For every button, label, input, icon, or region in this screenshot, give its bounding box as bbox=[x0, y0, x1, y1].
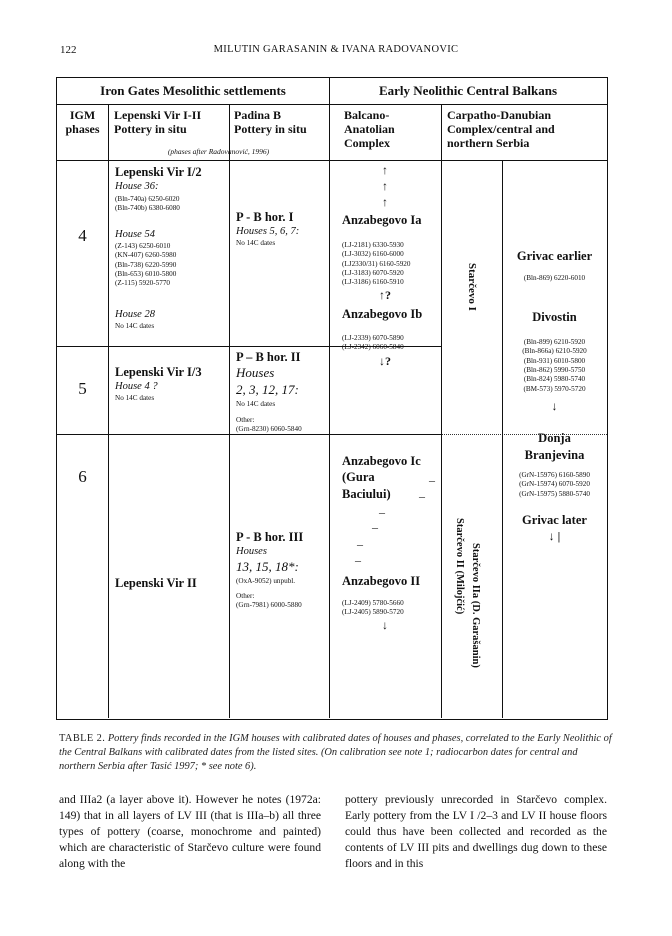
lv-i2-title: Lepenski Vir I/2 bbox=[115, 165, 202, 179]
page-number: 122 bbox=[60, 44, 77, 56]
padina-hor-ii-note: No 14C dates bbox=[236, 400, 276, 408]
dash-4: – bbox=[372, 520, 378, 534]
anzabegovo-ic: Anzabegovo Ic (Gura Baciului) bbox=[342, 454, 421, 501]
dash-6: – bbox=[355, 553, 361, 567]
house-28: House 28 bbox=[115, 309, 155, 320]
lv-ii-title: Lepenski Vir II bbox=[115, 576, 197, 590]
arrow-up-1: ↑ bbox=[382, 163, 388, 177]
arrow-up-3: ↑ bbox=[382, 195, 388, 209]
house-4: House 4 ? bbox=[115, 381, 158, 392]
arrow-up-2: ↑ bbox=[382, 179, 388, 193]
arrow-down-divostin: ↓ bbox=[551, 399, 558, 413]
arrow-up-query: ↑? bbox=[379, 288, 391, 302]
grivac-later-arrows: ↓ | bbox=[548, 529, 561, 543]
house-54-dates: (Z-143) 6250-6010 (KN-407) 6260-5980 (Bln-738) 6220-5990 (Bln-653) 6010-5800 (Z-115) 5920-5770 bbox=[115, 242, 177, 288]
donja-branjevina-dates: (GrN-15976) 6160-5890 (GrN-15974) 6070-5920 (GrN-15975) 5880-5740 bbox=[519, 471, 590, 498]
donja-branjevina: Donja Branjevina bbox=[524, 431, 585, 462]
starcevo-i-label: Starčevo I bbox=[466, 263, 478, 311]
dash-5: – bbox=[357, 537, 363, 551]
padina-hor-iii: P - B hor. III bbox=[236, 530, 304, 544]
phase-4: 4 bbox=[78, 226, 87, 245]
padina-hor-iii-houses: 13, 15, 18*: bbox=[236, 559, 299, 574]
caption-text: Pottery finds recorded in the IGM houses with calibrated dates of houses and phases, correlated to the Early Neolithic of the Central Balkans with calibrated dates from the listed sites. (On calibration see note 1; radiocarbon dates for central and northern Serbia after Tasić 1997; * see note 6). bbox=[59, 733, 612, 773]
body-text-left: and IIIa2 (a layer above it). However he notes (1972a: 149) that in all layers of LV III (that is IIIa–b) all three types of pottery (coarse, monochrome and painted) which are characteristic of Starčevo culture were found along with the bbox=[59, 793, 321, 870]
divostin: Divostin bbox=[532, 310, 577, 324]
anzabegovo-ii: Anzabegovo II bbox=[342, 574, 421, 588]
house-36-dates: (Bln-740a) 6250-6020 (Bln-740b) 6380-6080 bbox=[115, 195, 180, 213]
anzabegovo-ib-dates: (LJ-2339) 6070-5890 (LJ-2342) 6060-5840 bbox=[342, 334, 404, 352]
divostin-dates: (Bln-899) 6210-5920 (Bln-866a) 6210-5920 (Bln-931) 6010-5800 (Bln-862) 5990-5750 (Bln-824) 5980-5740 (BM-573) 5970-5720 bbox=[522, 338, 587, 393]
house-36: House 36: bbox=[115, 181, 159, 192]
padina-hor-ii: P – B hor. II bbox=[236, 350, 301, 364]
padina-hor-i-note: No 14C dates bbox=[236, 239, 276, 247]
house-4-note: No 14C dates bbox=[115, 394, 155, 402]
col-header-lepenski: Lepenski Vir I-II Pottery in situ bbox=[114, 108, 202, 136]
anzabegovo-ii-dates: (LJ-2409) 5780-5660 (LJ-2405) 5890-5720 bbox=[342, 599, 404, 617]
arrow-down-query: ↓? bbox=[379, 354, 391, 368]
grivac-earlier-date: (Bln-869) 6220-6010 bbox=[523, 274, 586, 282]
padina-hor-iii-houses-label: Houses bbox=[236, 546, 267, 557]
starcevo-iia-label: Starčevo IIa (D. Garašanin) bbox=[470, 543, 481, 668]
dash-3: – bbox=[379, 505, 385, 519]
lv-i3-title: Lepenski Vir I/3 bbox=[115, 365, 202, 379]
dash-1: – bbox=[429, 473, 435, 487]
correlation-table bbox=[56, 77, 608, 720]
house-28-note: No 14C dates bbox=[115, 322, 155, 330]
col-header-balcano: Balcano- Anatolian Complex bbox=[344, 108, 395, 150]
padina-hor-i-houses: Houses 5, 6, 7: bbox=[236, 226, 300, 237]
padina-hor-iii-date: (OxA-9052) unpubl. bbox=[236, 577, 296, 585]
anzabegovo-ia: Anzabegovo Ia bbox=[342, 213, 422, 227]
phase-5: 5 bbox=[78, 379, 87, 398]
caption-label: TABLE 2. bbox=[59, 733, 106, 744]
anzabegovo-ia-dates: (LJ-2181) 6330-5930 (LJ-3032) 6160-6000 (LJ2330/31) 6160-5920 (LJ-3183) 6070-5920 (LJ-3186) 6160-5910 bbox=[342, 241, 411, 287]
anzabegovo-ib: Anzabegovo Ib bbox=[342, 307, 423, 321]
padina-hor-ii-houses-label: Houses bbox=[236, 365, 275, 380]
grivac-earlier: Grivac earlier bbox=[516, 249, 593, 263]
group-header-mesolithic: Iron Gates Mesolithic settlements bbox=[100, 83, 286, 98]
padina-hor-ii-houses: 2, 3, 12, 17: bbox=[236, 382, 299, 397]
table-caption bbox=[59, 732, 615, 774]
running-head: MILUTIN GARASANIN & IVANA RADOVANOVIC bbox=[213, 44, 459, 55]
body-text-right: pottery previously unrecorded in Starčevo complex. Early pottery from the LV I /2–3 and LV II house floors could thus have been collected and recorded as the contents of LV III pits and dwellings dug down to these floors and in this bbox=[345, 793, 607, 870]
starcevo-ii-label: Starčevo II (Milojčić) bbox=[454, 518, 465, 615]
arrow-down-anz-ii: ↓ bbox=[382, 618, 388, 632]
dash-2: – bbox=[419, 489, 425, 503]
col-header-igm: IGM phases bbox=[65, 108, 100, 136]
col-header-carpatho: Carpatho-Danubian Complex/central and northern Serbia bbox=[447, 108, 555, 150]
grivac-later: Grivac later bbox=[522, 513, 587, 527]
col-header-padina: Padina B Pottery in situ bbox=[234, 108, 307, 136]
phase-6: 6 bbox=[78, 467, 87, 486]
phases-note: (phases after Radovanović, 1996) bbox=[167, 147, 270, 156]
padina-hor-i: P - B hor. I bbox=[236, 210, 294, 224]
padina-hor-iii-other: Other: (Grn-7981) 6000-5880 bbox=[236, 592, 302, 610]
padina-hor-ii-other: Other: (Grn-8230) 6060-5840 bbox=[236, 416, 302, 434]
group-header-neolithic: Early Neolithic Central Balkans bbox=[378, 83, 558, 98]
house-54: House 54 bbox=[115, 229, 155, 240]
